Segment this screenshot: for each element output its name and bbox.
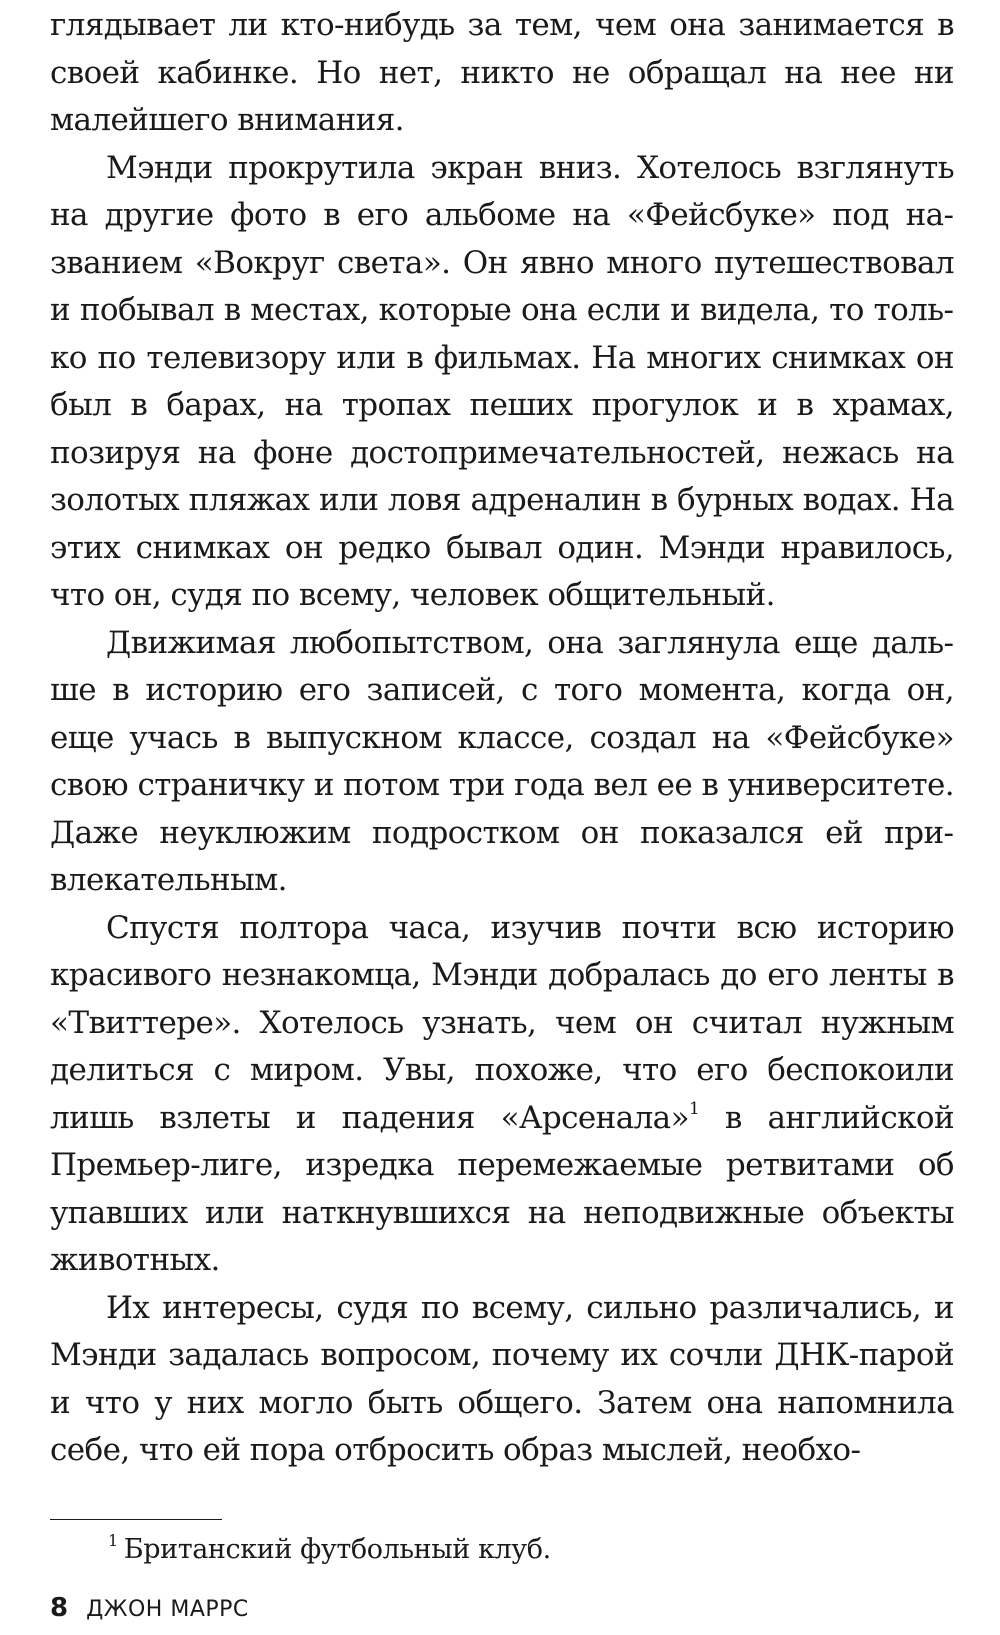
running-title: ДЖОН МАРРС <box>86 1597 249 1622</box>
paragraph-4 <box>50 905 954 1285</box>
paragraph-4-text-after-note: в английской Премьер-лиге, изредка перемежаемые ретвитами об упавших или наткнувшихся на неподвижные объекты животных. <box>50 1099 955 1278</box>
footnote-reference-mark[interactable]: 1 <box>688 1098 700 1119</box>
paragraph-5: Их интересы, судя по всему, сильно различались, и Мэнди задалась вопросом, почему их сочли ДНК-парой и что у них могло быть общего. Затем она напомнила себе, что ей пора отбросить образ мыслей, необхо- <box>50 1289 954 1468</box>
page-number: 8 <box>50 1593 69 1623</box>
footnote-divider <box>50 1519 222 1520</box>
running-footer <box>50 1593 249 1623</box>
paragraph-4-text-before-note: Спустя полтора часа, изучив почти всю историю красивого незнакомца, Мэнди добралась до его ленты в «Твиттере». Хотелось узнать, чем он считал нужным делиться с миром. Увы, похоже, что его беспокоили лишь взлеты и падения «Арсенала» <box>50 909 954 1136</box>
body-text <box>50 2 954 1475</box>
footnote-text: Британский футбольный клуб. <box>123 1534 551 1565</box>
footnote-mark: 1 <box>108 1531 118 1550</box>
paragraph-1: глядывает ли кто-нибудь за тем, чем она занимается в своей кабинке. Но нет, никто не обращал на нее ни малейшего внимания. <box>50 7 954 138</box>
paragraph-3: Движимая любопытством, она заглянула еще дальше в историю его записей, с того момента, когда он, еще учась в выпускном классе, создал на «Фейсбуке» свою страничку и потом три года вел ее в университете. Даже неуклюжим подростком он показался ей привлекательным. <box>50 624 954 898</box>
footnote <box>108 1530 551 1570</box>
paragraph-2: Мэнди прокрутила экран вниз. Хотелось взглянуть на другие фото в его альбоме на «Фейсбуке» под названием «Вокруг света». Он явно много путешествовал и побывал в местах, которые она если и видела, то только по телевизору или в фильмах. На многих снимках он был в барах, на тропах пеших прогулок и в храмах, позируя на фоне достопримечательностей, нежась на золотых пляжах или ловя адреналин в бурных водах. На этих снимках он редко бывал один. Мэнди нравилось, что он, судя по всему, человек общительный. <box>50 149 954 613</box>
